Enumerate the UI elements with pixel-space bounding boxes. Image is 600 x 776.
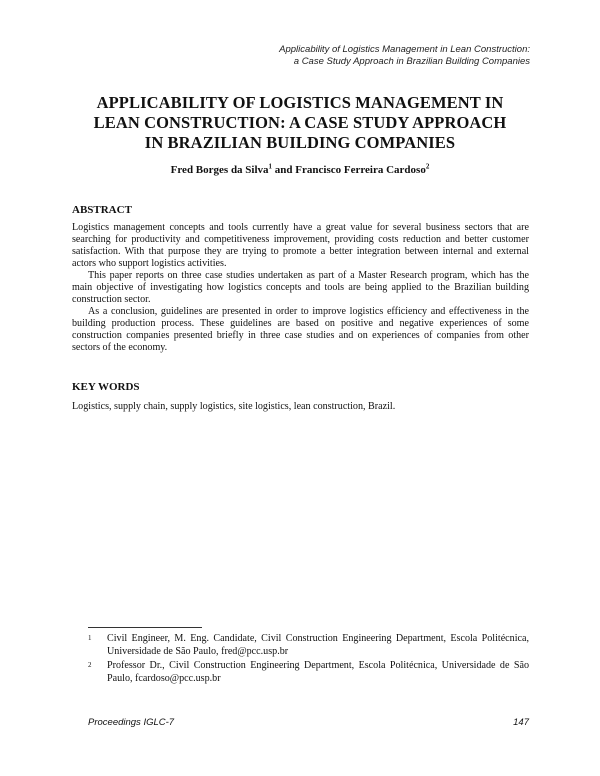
keywords-text: Logistics, supply chain, supply logistics, site logistics, lean construction, Brazil.: [72, 401, 396, 412]
author-line: [72, 163, 528, 177]
abstract-body: [72, 222, 529, 354]
footnote-text: Civil Engineer, M. Eng. Candidate, Civil Construction Engineering Department, Escola Politécnica, Universidade de São Paulo, fred@pcc.usp.br: [107, 633, 529, 657]
running-header-line: Applicability of Logistics Management in Lean Construction:: [279, 44, 530, 55]
running-header-line: a Case Study Approach in Brazilian Building Companies: [293, 56, 530, 67]
abstract-paragraph: This paper reports on three case studies undertaken as part of a Master Research program, which has the main objective of investigating how logistics concepts and tools are being applied to the Brazilian building construction sector.: [72, 270, 529, 305]
footnote-divider: [88, 627, 202, 628]
running-footer: [88, 717, 529, 729]
footnote: [88, 633, 529, 658]
author-name: Fred Borges da Silva: [170, 164, 269, 176]
footnote-mark: 1: [268, 162, 273, 171]
author-name: Francisco Ferreira Cardoso: [295, 164, 426, 176]
running-header: [110, 44, 530, 68]
paper-title: [72, 93, 528, 153]
author-connector: and: [272, 164, 296, 176]
abstract-paragraph: As a conclusion, guidelines are presented in order to improve logistics efficiency and effectiveness in the building production process. These guidelines are based on positive and negative experiences of some construction companies presented briefly in three case studies and on experiences of companies from other sectors of the economy.: [72, 306, 529, 353]
title-line: APPLICABILITY OF LOGISTICS MANAGEMENT IN: [96, 93, 504, 112]
abstract-paragraph: Logistics management concepts and tools currently have a great value for several business sectors that are searching for productivity and competitiveness improvement, providing costs reduction and better customer satisfaction. With that purpose they are trying to promote a better integration between internal and external actors who support logistics activities.: [72, 222, 529, 269]
footnote-mark: 2: [425, 162, 430, 171]
footnote-number: 1: [88, 634, 92, 642]
abstract-heading: ABSTRACT: [72, 204, 132, 216]
footnote-text: Professor Dr., Civil Construction Engineering Department, Escola Politécnica, Universidade de São Paulo, fcardoso@pcc.usp.br: [107, 660, 529, 684]
footnote: [88, 660, 529, 685]
keywords-heading: KEY WORDS: [72, 381, 140, 393]
page-number: 147: [513, 717, 529, 728]
title-line: LEAN CONSTRUCTION: A CASE STUDY APPROACH: [93, 113, 507, 132]
title-line: IN BRAZILIAN BUILDING COMPANIES: [144, 133, 456, 152]
footnote-number: 2: [88, 661, 92, 669]
proceedings-label: Proceedings IGLC-7: [88, 717, 175, 728]
footnotes: [88, 633, 529, 687]
